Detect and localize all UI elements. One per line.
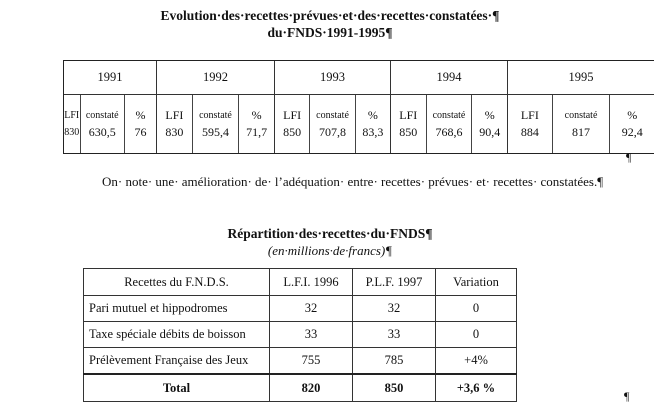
- lfi-cell: LFI 830: [157, 95, 193, 153]
- row-label: Pari mutuel et hippodromes: [84, 296, 270, 322]
- paragraph-mark: ¶: [626, 150, 632, 164]
- heading-line-2: du·FNDS·1991-1995¶: [267, 25, 393, 40]
- total-plf: 850: [353, 374, 436, 402]
- row-label: Taxe spéciale débits de boisson: [84, 322, 270, 348]
- constate-cell: constaté 595,4: [193, 95, 239, 153]
- year-column-1994: [391, 61, 508, 153]
- column-header: P.L.F. 1997: [353, 269, 436, 296]
- year-column-1992: [157, 61, 275, 153]
- total-row: [84, 374, 517, 402]
- heading-line-1: Evolution·des·recettes·prévues·et·des·recettes·constatées·¶: [160, 8, 500, 23]
- year-column-1995: [508, 61, 654, 153]
- year-column-1991: [64, 61, 157, 153]
- body-paragraph: On· note· une· amélioration· de· l’adéquation· entre· recettes· prévues· et· recettes· constatées.¶: [102, 174, 604, 189]
- total-lfi: 820: [270, 374, 353, 402]
- lfi-value: 33: [270, 322, 353, 348]
- year-header: 1991: [64, 61, 156, 95]
- heading-evolution: [0, 7, 660, 41]
- plf-value: 32: [353, 296, 436, 322]
- pct-cell: % 76: [134, 108, 147, 139]
- row-label: Prélèvement Française des Jeux: [84, 348, 270, 375]
- constate-cell: constaté 630,5: [81, 95, 125, 153]
- paragraph-mark: ¶: [624, 389, 630, 403]
- heading-repartition: Répartition·des·recettes·du·FNDS¶: [227, 226, 433, 241]
- lfi-cell: LFI 830: [64, 95, 81, 153]
- plf-value: 33: [353, 322, 436, 348]
- variation-value: +4%: [436, 348, 517, 375]
- table-header-row: [84, 269, 517, 296]
- lfi-value: 755: [270, 348, 353, 375]
- year-column-1993: [275, 61, 391, 153]
- lfi-cell: LFI 850: [275, 95, 310, 153]
- pct-cell: % 92,4: [621, 108, 643, 139]
- year-header: 1992: [157, 61, 274, 95]
- total-label: Total: [84, 374, 270, 402]
- year-header: 1994: [391, 61, 507, 95]
- total-variation: +3,6 %: [436, 374, 517, 402]
- constate-cell: constaté 707,8: [310, 95, 356, 153]
- constate-cell: constaté 768,6: [427, 95, 473, 153]
- heading-unit-subtitle: (en·millions·de·francs)¶: [267, 243, 393, 258]
- year-header: 1995: [508, 61, 654, 95]
- pct-cell: % 71,7: [246, 108, 268, 139]
- pct-cell: % 83,3: [362, 108, 384, 139]
- table-row: [84, 348, 517, 375]
- column-header: Variation: [436, 269, 517, 296]
- table-row: [84, 296, 517, 322]
- table-repartition: [83, 268, 517, 402]
- lfi-cell: LFI 850: [391, 95, 427, 153]
- table-row: [84, 322, 517, 348]
- pct-cell: % 90,4: [479, 108, 501, 139]
- column-header: L.F.I. 1996: [270, 269, 353, 296]
- variation-value: 0: [436, 322, 517, 348]
- lfi-cell: LFI 884: [508, 95, 553, 153]
- year-header: 1993: [275, 61, 390, 95]
- lfi-value: 32: [270, 296, 353, 322]
- column-header: Recettes du F.N.D.S.: [84, 269, 270, 296]
- table-recettes-evolution: [63, 60, 654, 154]
- plf-value: 785: [353, 348, 436, 375]
- variation-value: 0: [436, 296, 517, 322]
- constate-cell: constaté 817: [553, 95, 611, 153]
